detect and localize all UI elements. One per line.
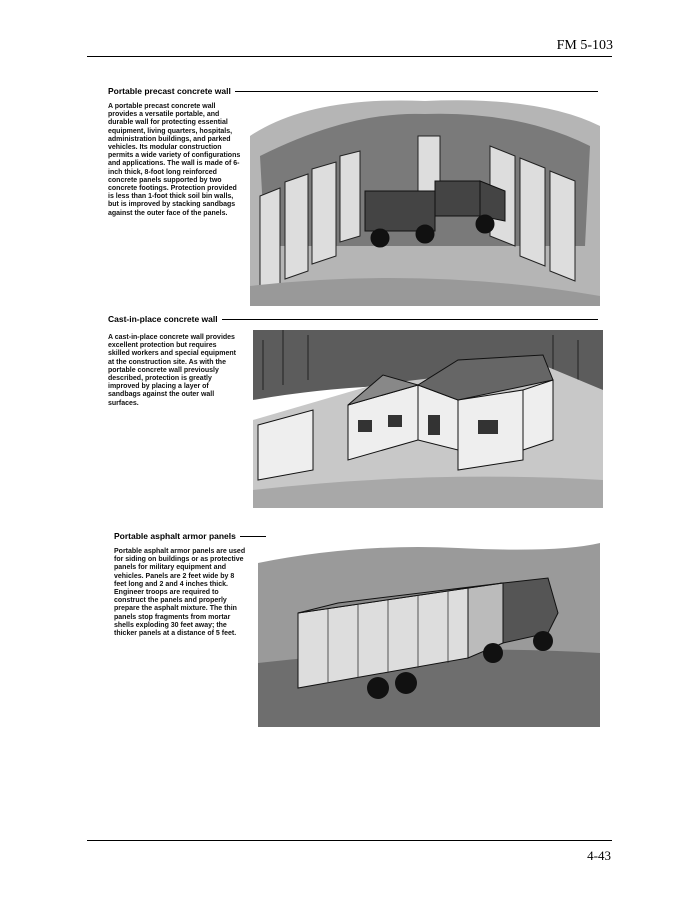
section-heading-cast-wall <box>108 314 598 324</box>
header-rule <box>87 56 612 57</box>
section-body-cast-wall: A cast-in-place concrete wall provides excellent protection but requires skilled workers and special equipment at the construction site. As with the portable concrete wall previously described, protection is greatly improved by placing a layer of sandbags against the outer wall surfaces. <box>108 334 236 407</box>
footer-rule <box>87 840 612 841</box>
section-heading-asphalt-panels <box>114 531 266 541</box>
illustration-asphalt-panels <box>258 543 600 727</box>
illustration-precast-wall <box>250 96 600 306</box>
heading-rule <box>222 319 598 320</box>
heading-rule <box>235 91 598 92</box>
section-heading-precast-wall <box>108 86 598 96</box>
page-number: 4-43 <box>587 848 611 863</box>
section-heading-text: Portable precast concrete wall <box>108 86 231 96</box>
section-body-precast-wall: A portable precast concrete wall provides a versatile portable, and durable wall for protecting essential equipment, living quarters, hospitals, administration buildings, and parked vehicles. Its modular construction permits a wide variety of configurations and applications. The wall is made of 6-inch thick, 8-foot long reinforced concrete panels supported by two concrete footings. Protection provided is less than 1-foot thick soil bin walls, but is improved by stacking sandbags against the outer face of the panels. <box>108 103 241 217</box>
illustration-cast-wall <box>253 330 603 508</box>
section-heading-text: Portable asphalt armor panels <box>114 531 236 541</box>
section-heading-text: Cast-in-place concrete wall <box>108 314 218 324</box>
heading-rule <box>240 536 266 537</box>
page-header-title: FM 5-103 <box>556 38 613 53</box>
section-body-asphalt-panels: Portable asphalt armor panels are used for siding on buildings or as protective panels for military equipment and vehicles. Panels are 2 feet wide by 8 feet long and 2 and 4 inches thick. Engineer troops are required to construct the panels and properly prepare the asphalt mixture. The thin panels stop fragments from mortar shells exploding 30 feet away; the thicker panels at a distance of 5 feet. <box>114 548 246 638</box>
